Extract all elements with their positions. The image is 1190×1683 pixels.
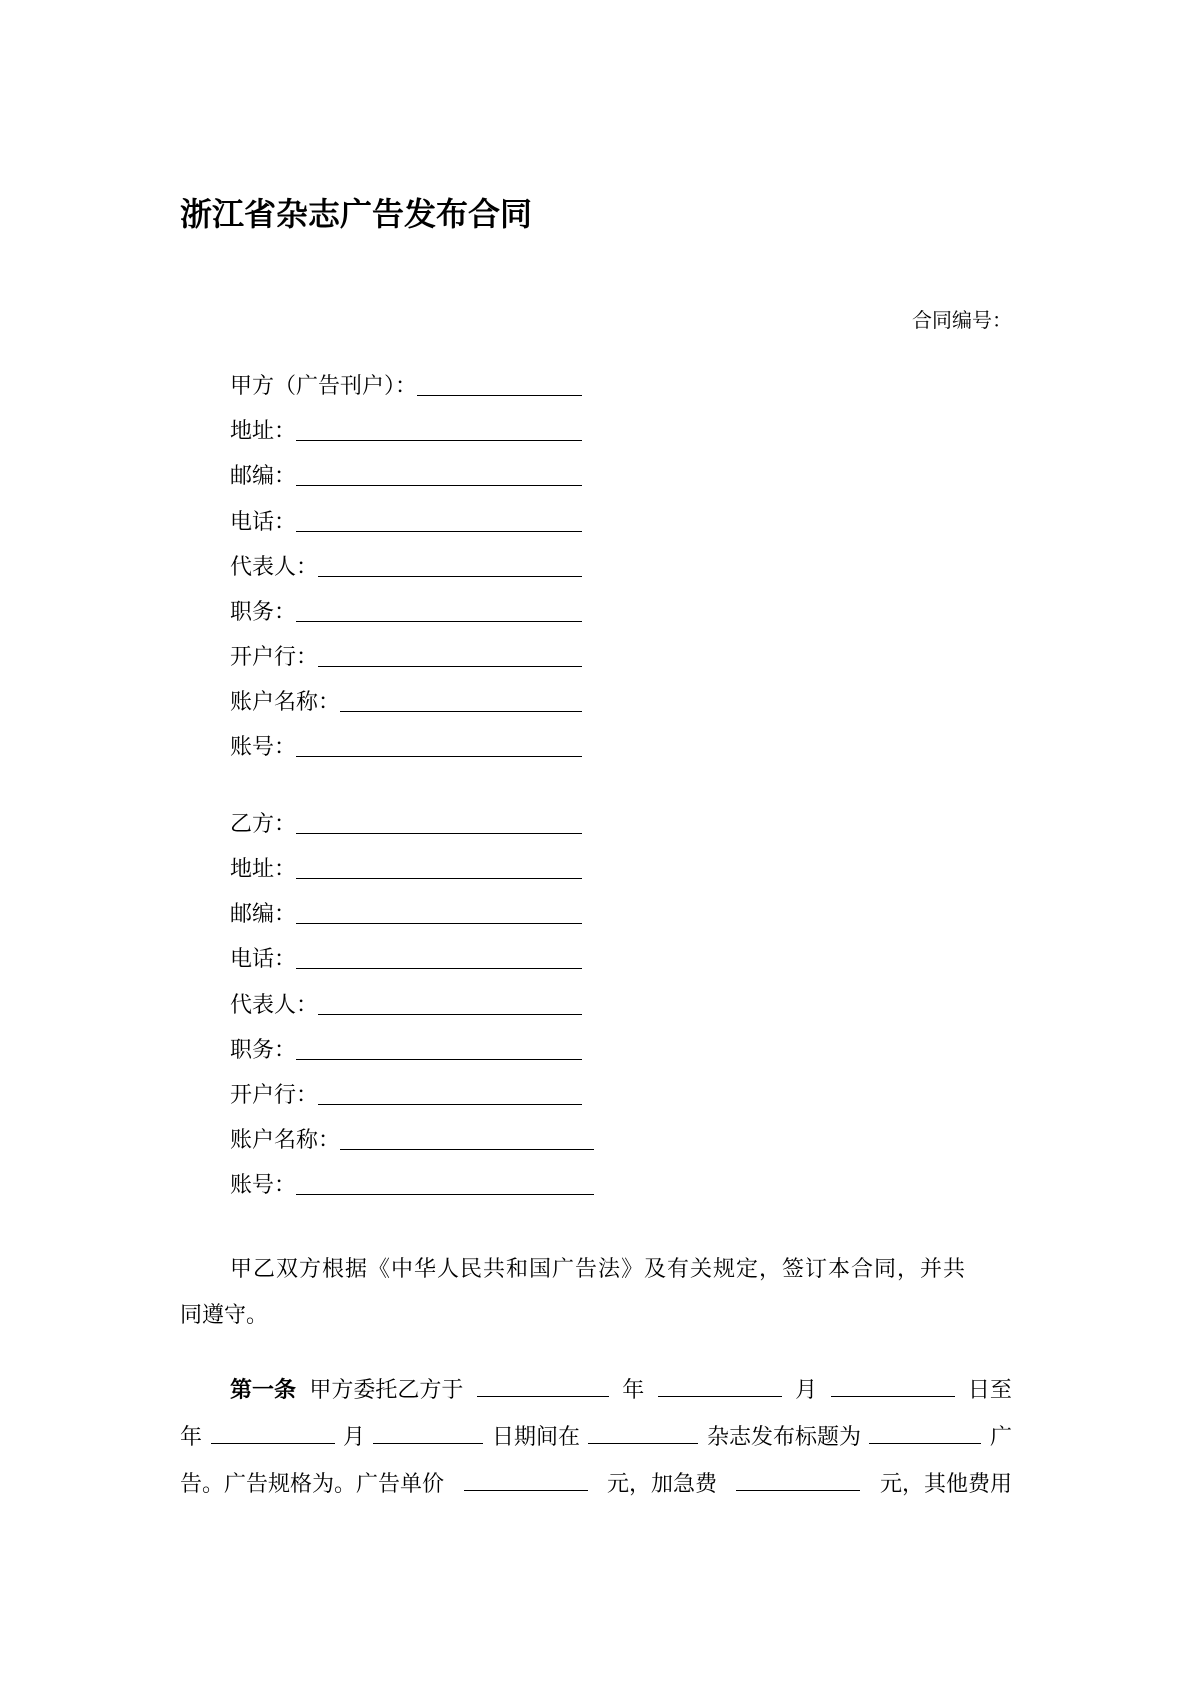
fill-blank[interactable]	[831, 1370, 955, 1397]
fill-blank[interactable]	[373, 1417, 483, 1444]
article-1-text: 元，加急费	[606, 1472, 717, 1497]
article-1-text: 日至	[967, 1378, 1012, 1403]
party-a-postcode-row[interactable]	[230, 456, 582, 490]
party-a-phone-row[interactable]	[230, 502, 582, 536]
party-b-account-name-row[interactable]	[230, 1120, 594, 1154]
field-label: 账号：	[230, 1173, 297, 1198]
party-a-account-no-row[interactable]	[230, 727, 582, 761]
party-a-account-name-row[interactable]	[230, 682, 582, 716]
party-a-position-row[interactable]	[230, 592, 582, 626]
article-1-heading: 第一条	[230, 1378, 297, 1403]
party-b-account-no-row[interactable]	[230, 1165, 594, 1199]
party-b-representative-row[interactable]	[230, 985, 582, 1019]
party-b-position-row[interactable]	[230, 1030, 582, 1064]
fill-blank[interactable]	[340, 1125, 594, 1150]
fill-blank[interactable]	[296, 854, 582, 879]
fill-blank[interactable]	[296, 1170, 594, 1195]
party-a-address-row[interactable]	[230, 411, 582, 445]
party-b-postcode-row[interactable]	[230, 894, 582, 928]
field-label: 地址：	[230, 419, 297, 444]
field-label: 乙方：	[230, 812, 297, 837]
field-label: 职务：	[230, 1038, 297, 1063]
fill-blank[interactable]	[296, 461, 582, 486]
article-1-text: 告。广告规格为。广告单价	[180, 1472, 445, 1497]
fill-blank[interactable]	[588, 1417, 698, 1444]
party-b-name-row[interactable]	[230, 804, 582, 838]
article-1-line-3	[180, 1462, 1012, 1508]
fill-blank[interactable]	[340, 687, 582, 712]
party-a-representative-row[interactable]	[230, 547, 582, 581]
field-label: 电话：	[230, 510, 297, 535]
party-b-address-row[interactable]	[230, 849, 582, 883]
field-label: 甲方（广告刊户）：	[230, 374, 418, 399]
article-1-text: 杂志发布标题为	[706, 1425, 861, 1450]
field-label: 账号：	[230, 735, 297, 760]
fill-blank[interactable]	[318, 552, 582, 577]
article-1-text: 年	[180, 1425, 203, 1450]
article-1-line-2	[180, 1415, 1012, 1461]
fill-blank[interactable]	[417, 371, 582, 396]
party-b-bank-row[interactable]	[230, 1075, 582, 1109]
intro-paragraph	[180, 1247, 1012, 1339]
fill-blank[interactable]	[296, 809, 582, 834]
article-1-text: 日期间在	[491, 1425, 580, 1450]
party-b-phone-row[interactable]	[230, 939, 582, 973]
intro-line-1: 甲乙双方根据《中华人民共和国广告法》及有关规定，签订本合同，并共	[230, 1257, 967, 1282]
field-label: 地址：	[230, 857, 297, 882]
fill-blank[interactable]	[296, 944, 582, 969]
page-title: 浙江省杂志广告发布合同	[180, 195, 533, 233]
article-1-text: 月	[795, 1378, 818, 1403]
field-label: 账户名称：	[230, 1128, 341, 1153]
field-label: 职务：	[230, 600, 297, 625]
contract-number-label: 合同编号：	[912, 308, 1012, 332]
fill-blank[interactable]	[477, 1370, 609, 1397]
field-label: 开户行：	[230, 1083, 319, 1108]
fill-blank[interactable]	[869, 1417, 981, 1444]
fill-blank[interactable]	[318, 1080, 582, 1105]
field-label: 账户名称：	[230, 690, 341, 715]
fill-blank[interactable]	[736, 1464, 860, 1491]
party-a-bank-row[interactable]	[230, 637, 582, 671]
intro-line-2: 同遵守。	[180, 1303, 269, 1328]
fill-blank[interactable]	[296, 1035, 582, 1060]
fill-blank[interactable]	[296, 732, 582, 757]
fill-blank[interactable]	[296, 597, 582, 622]
fill-blank[interactable]	[318, 990, 582, 1015]
article-1-text: 广	[989, 1425, 1012, 1450]
fill-blank[interactable]	[658, 1370, 782, 1397]
fill-blank[interactable]	[318, 642, 582, 667]
field-label: 代表人：	[230, 993, 319, 1018]
field-label: 邮编：	[230, 902, 297, 927]
article-1-text: 月	[342, 1425, 365, 1450]
article-1-text: 年	[622, 1378, 645, 1403]
article-1-text: 元，其他费用	[879, 1472, 1012, 1497]
field-label: 代表人：	[230, 555, 319, 580]
field-label: 开户行：	[230, 645, 319, 670]
fill-blank[interactable]	[464, 1464, 588, 1491]
party-a-name-row[interactable]	[230, 366, 582, 400]
article-1-text: 甲方委托乙方于	[309, 1378, 464, 1403]
field-label: 邮编：	[230, 464, 297, 489]
fill-blank[interactable]	[296, 899, 582, 924]
field-label: 电话：	[230, 947, 297, 972]
fill-blank[interactable]	[296, 416, 582, 441]
fill-blank[interactable]	[211, 1417, 335, 1444]
article-1-line-1	[180, 1368, 1012, 1414]
fill-blank[interactable]	[296, 507, 582, 532]
